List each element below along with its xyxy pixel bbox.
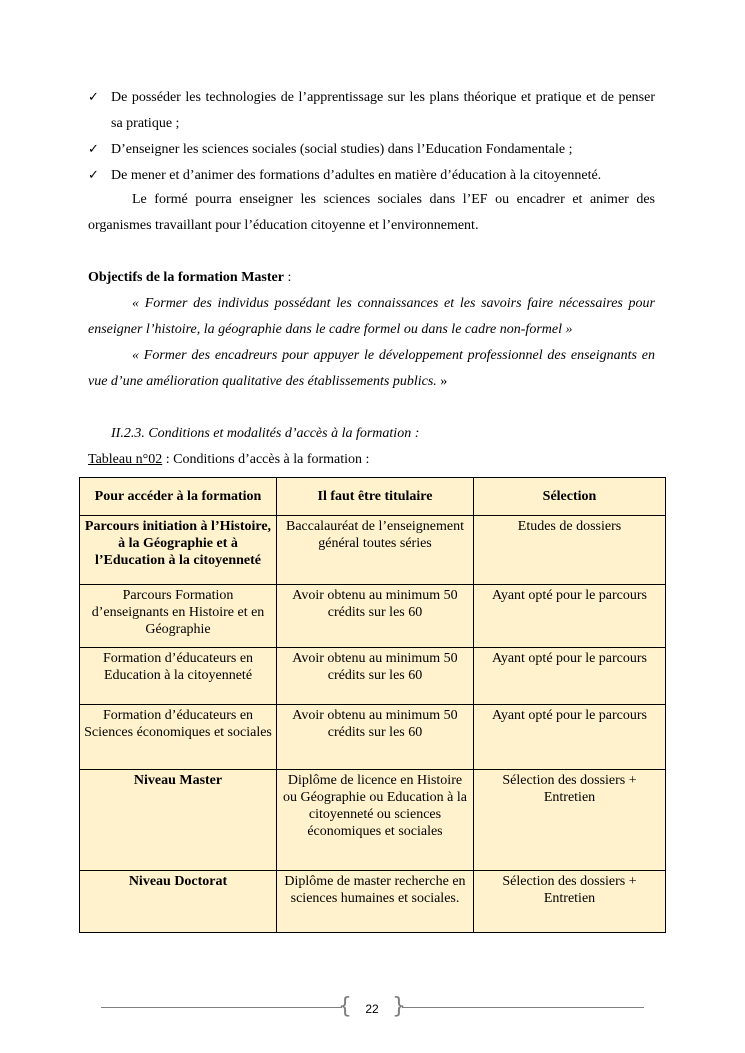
bullet-item bbox=[88, 163, 655, 189]
table-caption bbox=[88, 447, 369, 473]
table-row bbox=[80, 648, 666, 705]
table-row bbox=[80, 516, 666, 585]
objective-quote bbox=[88, 343, 655, 395]
objectives-title: Objectifs de la formation Master bbox=[88, 270, 284, 285]
paragraph: Le formé pourra enseigner les sciences sociales dans l’EF ou encadrer et animer des organismes travaillant pour l’éducation citoyenne et l’environnement. bbox=[88, 192, 655, 233]
table-cell: Niveau Master bbox=[80, 770, 277, 871]
table-header-row bbox=[80, 478, 666, 516]
table-cell: Niveau Doctorat bbox=[80, 871, 277, 933]
header-cell: Il faut être titulaire bbox=[277, 478, 474, 516]
table-row bbox=[80, 871, 666, 933]
objectives-colon: : bbox=[283, 270, 292, 285]
checkmark-icon: ✓ bbox=[88, 90, 99, 105]
access-conditions-table bbox=[79, 477, 666, 933]
bullet-text: D’enseigner les sciences sociales (social studies) dans l’Education Fondamentale ; bbox=[111, 142, 573, 157]
table-cell: Parcours Formation d’enseignants en Histoire et en Géographie bbox=[80, 585, 277, 648]
checkmark-icon: ✓ bbox=[88, 142, 99, 157]
footer-divider-right bbox=[402, 1007, 644, 1008]
quote-text: « Former des encadreurs pour appuyer le développement professionnel des enseignants en vue d’une amélioration qualitative des établissements publics. bbox=[88, 348, 655, 389]
objectives-heading bbox=[88, 265, 655, 291]
header-cell: Sélection bbox=[474, 478, 666, 516]
bullet-text: De posséder les technologies de l’apprentissage sur les plans théorique et pratique et de penser sa pratique ; bbox=[111, 90, 655, 131]
table-cell: Avoir obtenu au minimum 50 crédits sur les 60 bbox=[277, 705, 474, 770]
left-brace-icon: { bbox=[338, 994, 352, 1019]
table-cell: Etudes de dossiers bbox=[474, 516, 666, 585]
page-number: 22 bbox=[365, 1002, 379, 1016]
table-caption-text: : Conditions d’accès à la formation : bbox=[162, 452, 370, 467]
table-cell: Formation d’éducateurs en Sciences économiques et sociales bbox=[80, 705, 277, 770]
table-cell: Ayant opté pour le parcours bbox=[474, 705, 666, 770]
table-caption-label: Tableau n°02 bbox=[88, 452, 163, 467]
table-cell: Avoir obtenu au minimum 50 crédits sur les 60 bbox=[277, 648, 474, 705]
objective-quote: « Former des individus possédant les connaissances et les savoirs faire nécessaires pour enseigner l’histoire, la géographie dans le cadre formel ou dans le cadre non-formel » bbox=[88, 296, 655, 337]
quote-close: » bbox=[436, 374, 448, 389]
table-cell: Avoir obtenu au minimum 50 crédits sur les 60 bbox=[277, 585, 474, 648]
table-cell: Formation d’éducateurs en Education à la citoyenneté bbox=[80, 648, 277, 705]
table-row bbox=[80, 705, 666, 770]
bullet-item bbox=[88, 85, 655, 137]
checkmark-icon: ✓ bbox=[88, 168, 99, 183]
bullet-text: De mener et d’animer des formations d’adultes en matière d’éducation à la citoyenneté. bbox=[111, 168, 602, 183]
table-cell: Parcours initiation à l’Histoire, à la Géographie et à l’Education à la citoyenneté bbox=[80, 516, 277, 585]
table-cell: Sélection des dossiers + Entretien bbox=[474, 770, 666, 871]
table-cell: Sélection des dossiers + Entretien bbox=[474, 871, 666, 933]
footer-divider-left bbox=[101, 1007, 342, 1008]
right-brace-icon: } bbox=[392, 994, 406, 1019]
table-cell: Ayant opté pour le parcours bbox=[474, 585, 666, 648]
table-cell: Ayant opté pour le parcours bbox=[474, 648, 666, 705]
section-heading: II.2.3. Conditions et modalités d’accès à la formation : bbox=[111, 426, 420, 441]
table-row bbox=[80, 585, 666, 648]
table-row bbox=[80, 770, 666, 871]
table-cell: Baccalauréat de l’enseignement général toutes séries bbox=[277, 516, 474, 585]
table-cell: Diplôme de master recherche en sciences humaines et sociales. bbox=[277, 871, 474, 933]
table-cell: Diplôme de licence en Histoire ou Géographie ou Education à la citoyenneté ou sciences économiques et sociales bbox=[277, 770, 474, 871]
header-cell: Pour accéder à la formation bbox=[80, 478, 277, 516]
bullet-item bbox=[88, 137, 655, 163]
